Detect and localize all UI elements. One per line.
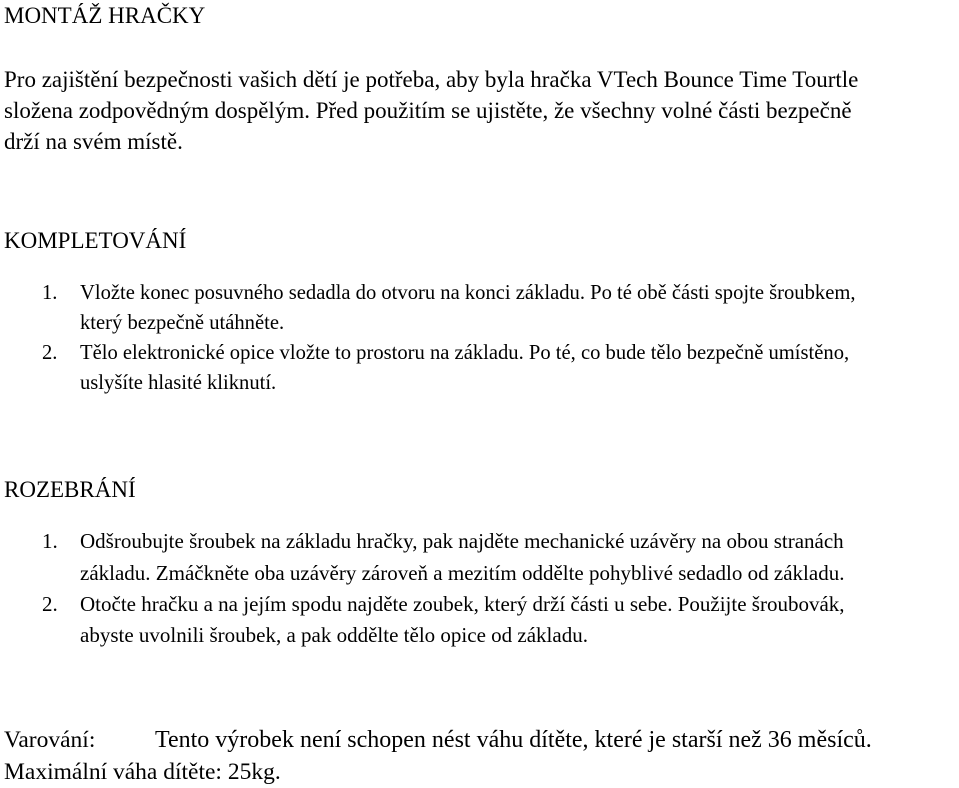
disassembly-step-1-number: 1. bbox=[42, 529, 58, 553]
assembly-step-1-number: 1. bbox=[42, 282, 58, 304]
assembly-step-2-line-1: Tělo elektronické opice vložte to prostoru na základu. Po té, co bude tělo bezpečně umístěno, bbox=[80, 342, 850, 364]
assembly-step-2-line-2: uslyšíte hlasité kliknutí. bbox=[80, 372, 277, 394]
assembly-heading: KOMPLETOVÁNÍ bbox=[4, 228, 187, 253]
warning-label: Varování: bbox=[4, 727, 96, 753]
disassembly-step-2-line-1: Otočte hračku a na jejím spodu najděte zoubek, který drží části u sebe. Použijte šroubovák, bbox=[80, 592, 845, 616]
disassembly-step-2-line-2: abyste uvolnili šroubek, a pak oddělte tělo opice od základu. bbox=[80, 623, 588, 647]
assembly-step-1-line-2: který bezpečně utáhněte. bbox=[80, 312, 285, 334]
intro-line-2: složena zodpovědným dospělým. Před použitím se ujistěte, že všechny volné části bezpečně bbox=[4, 98, 852, 123]
document-title: MONTÁŽ HRAČKY bbox=[4, 3, 206, 28]
disassembly-heading: ROZEBRÁNÍ bbox=[4, 477, 136, 502]
assembly-step-1-line-1: Vložte konec posuvného sedadla do otvoru na konci základu. Po té obě části spojte šroubkem, bbox=[80, 282, 856, 304]
warning-text: Tento výrobek není schopen nést váhu dítěte, které je starší než 36 měsíců. bbox=[155, 727, 872, 753]
disassembly-step-2-number: 2. bbox=[42, 592, 58, 616]
intro-line-1: Pro zajištění bezpečnosti vašich dětí je potřeba, aby byla hračka VTech Bounce Time Tourtle bbox=[4, 67, 859, 92]
disassembly-step-1-line-2: základu. Zmáčkněte oba uzávěry zároveň a mezitím oddělte pohyblivé sedadlo od základu. bbox=[80, 561, 845, 585]
intro-line-3: drží na svém místě. bbox=[4, 129, 183, 154]
max-weight-note: Maximální váha dítěte: 25kg. bbox=[4, 759, 281, 785]
disassembly-step-1-line-1: Odšroubujte šroubek na základu hračky, pak najděte mechanické uzávěry na obou stranách bbox=[80, 529, 844, 553]
assembly-step-2-number: 2. bbox=[42, 342, 58, 364]
